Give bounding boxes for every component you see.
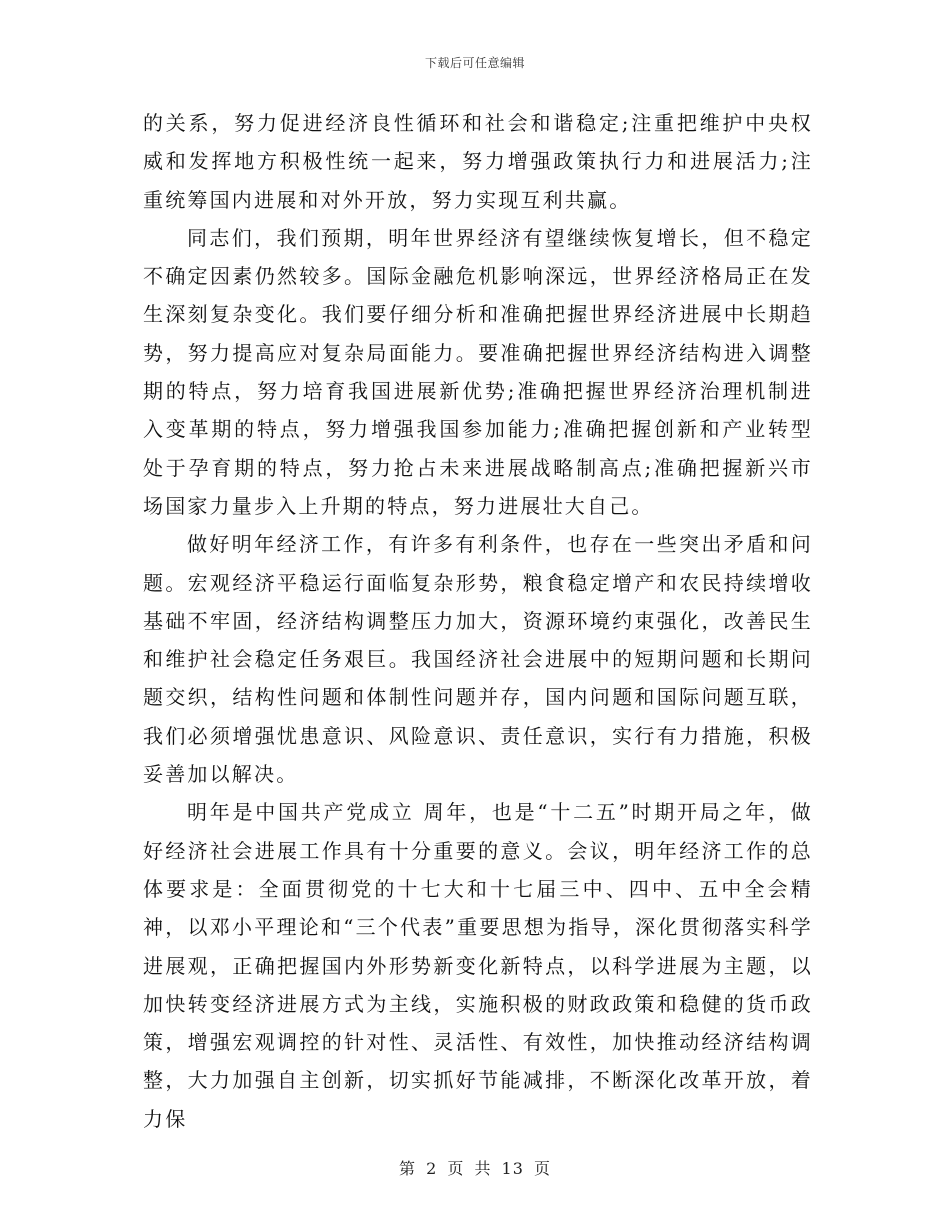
- document-body: [143, 104, 813, 1138]
- paragraph-1: 的关系，努力促进经济良性循环和社会和谐稳定;注重把维护中央权威和发挥地方积极性统一起来，努力增强政策执行力和进展活力;注重统筹国内进展和对外开放，努力实现互利共赢。: [143, 111, 813, 212]
- paragraph-2: 同志们，我们预期，明年世界经济有望继续恢复增长，但不稳定不确定因素仍然较多。国际金融危机影响深远，世界经济格局正在发生深刻复杂变化。我们要仔细分析和准确把握世界经济进展中长期趋势，努力提高应对复杂局面能力。要准确把握世界经济结构进入调整期的特点，努力培育我国进展新优势;准确把握世界经济治理机制进入变革期的特点，努力增强我国参加能力;准确把握创新和产业转型处于孕育期的特点，努力抢占未来进展战略制高点;准确把握新兴市场国家力量步入上升期的特点，努力进展壮大自己。: [143, 225, 813, 518]
- page-footer: 第 2 页 共 13 页: [399, 1159, 551, 1178]
- paragraph-3: 做好明年经济工作，有许多有利条件，也存在一些突出矛盾和问题。宏观经济平稳运行面临复杂形势，粮食稳定增产和农民持续增收基础不牢固，经济结构调整压力加大，资源环境约束强化，改善民生和维护社会稳定任务艰巨。我国经济社会进展中的短期问题和长期问题交织，结构性问题和体制性问题并存，国内问题和国际问题互联，我们必须增强忧患意识、风险意识、责任意识，实行有力措施，积极妥善加以解决。: [143, 532, 813, 787]
- paragraph-4: 明年是中国共产党成立 周年，也是“十二五”时期开局之年，做好经济社会进展工作具有十分重要的意义。会议，明年经济工作的总体要求是：全面贯彻党的十七大和十七届三中、四中、五中全会精神，以邓小平理论和“三个代表”重要思想为指导，深化贯彻落实科学进展观，正确把握国内外形势新变化新特点，以科学进展为主题，以加快转变经济进展方式为主线，实施积极的财政政策和稳健的货币政策，增强宏观调控的针对性、灵活性、有效性，加快推动经济结构调整，大力加强自主创新，切实抓好节能减排，不断深化改革开放，着力保: [143, 800, 813, 1131]
- page-header: 下载后可任意编辑: [424, 56, 525, 70]
